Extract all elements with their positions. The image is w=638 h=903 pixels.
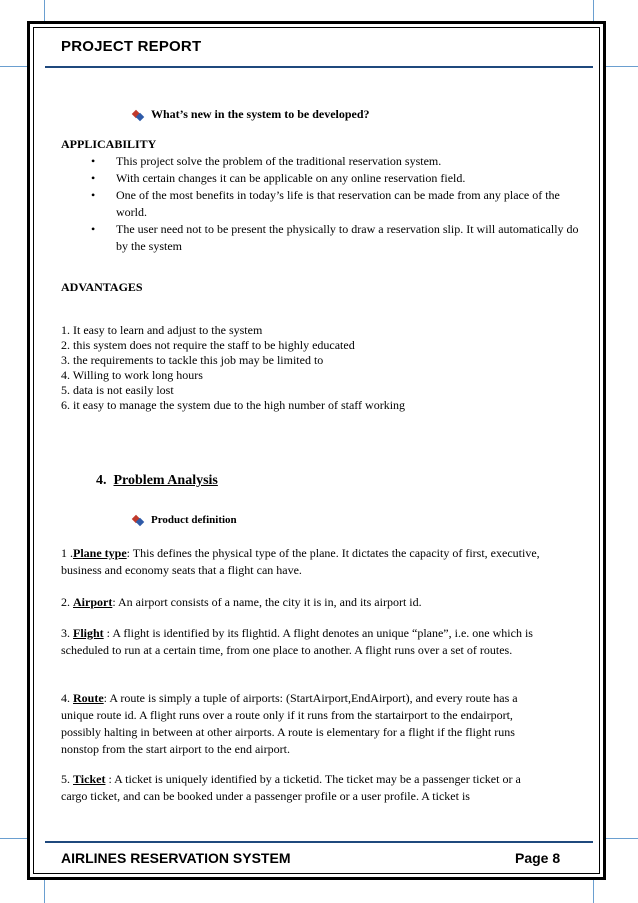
definition-prefix: 4. bbox=[61, 691, 73, 705]
list-item: • The user need not to be present the physically to draw a reservation slip. It will automatically do by the system bbox=[80, 221, 580, 255]
definition-text: : This defines the physical type of the plane. It dictates the capacity of first, executive, business and economy seats that a flight can have. bbox=[61, 546, 540, 577]
definition-term: Route bbox=[73, 691, 104, 705]
definition-paragraph bbox=[61, 625, 541, 659]
edge-line-right-bottom bbox=[606, 838, 638, 839]
arrow-bullet-icon bbox=[133, 111, 143, 120]
product-definition-line bbox=[133, 514, 237, 526]
edge-line-bottom-right bbox=[593, 880, 594, 903]
definition-paragraph bbox=[61, 690, 541, 758]
list-item: • This project solve the problem of the traditional reservation system. bbox=[80, 153, 580, 170]
edge-line-left-bottom bbox=[0, 838, 27, 839]
whats-new-line bbox=[133, 107, 370, 122]
whats-new-text: What’s new in the system to be developed? bbox=[151, 107, 370, 121]
section-title: Problem Analysis bbox=[113, 473, 218, 488]
arrow-bullet-icon bbox=[133, 516, 143, 525]
edge-line-top-right bbox=[593, 0, 594, 21]
list-item: 3. the requirements to tackle this job may be limited to bbox=[61, 353, 324, 367]
advantages-heading: ADVANTAGES bbox=[61, 280, 143, 294]
definition-text: : A flight is identified by its flightid. A flight denotes an unique “plane”, i.e. one which is scheduled to run at a certain time, from one place to another. A flight runs over a set of routes. bbox=[61, 626, 533, 657]
section-number: 4. bbox=[96, 473, 107, 488]
definition-prefix: 1 . bbox=[61, 546, 73, 560]
header-rule bbox=[45, 66, 593, 68]
list-item: 6. it easy to manage the system due to the high number of staff working bbox=[61, 398, 406, 412]
list-item: 1. It easy to learn and adjust to the system bbox=[61, 323, 263, 337]
edge-line-left-top bbox=[0, 66, 27, 67]
list-item: • With certain changes it can be applicable on any online reservation field. bbox=[80, 170, 580, 187]
definition-prefix: 3. bbox=[61, 626, 73, 640]
advantages-list bbox=[61, 323, 405, 413]
list-item: 5. data is not easily lost bbox=[61, 383, 174, 397]
definition-prefix: 2. bbox=[61, 595, 73, 609]
list-item: 4. Willing to work long hours bbox=[61, 368, 203, 382]
header-title: PROJECT REPORT bbox=[61, 38, 202, 55]
definition-term: Airport bbox=[73, 595, 113, 609]
definition-term: Flight bbox=[73, 626, 104, 640]
applicability-heading: APPLICABILITY bbox=[61, 137, 157, 151]
footer-rule bbox=[45, 841, 593, 843]
list-item: • One of the most benefits in today’s life is that reservation can be made from any place of the world. bbox=[80, 187, 580, 221]
edge-line-top-left bbox=[44, 0, 45, 21]
definition-text: : A route is simply a tuple of airports: (StartAirport,EndAirport), and every route has a unique route id. A flight runs over a route only if it runs from the startairport to the endairport, possibly halting in between at other airports. A route is elementary for a flight if the flight runs nonstop from the start airport to the end airport. bbox=[61, 691, 518, 756]
definition-paragraph bbox=[61, 771, 541, 805]
section-heading bbox=[96, 473, 218, 489]
definition-text: : An airport consists of a name, the city it is in, and its airport id. bbox=[112, 595, 422, 609]
definition-term: Plane type bbox=[73, 546, 127, 560]
applicability-list bbox=[80, 153, 580, 255]
edge-line-right-top bbox=[606, 66, 638, 67]
definition-text: : A ticket is uniquely identified by a ticketid. The ticket may be a passenger ticket or a cargo ticket, and can be booked under a passenger profile or a user profile. A ticket is bbox=[61, 772, 521, 803]
definition-paragraph bbox=[61, 545, 541, 579]
edge-line-bottom-left bbox=[44, 880, 45, 903]
footer-title: AIRLINES RESERVATION SYSTEM bbox=[61, 850, 291, 866]
definition-paragraph bbox=[61, 594, 541, 611]
definition-term: Ticket bbox=[73, 772, 106, 786]
definition-prefix: 5. bbox=[61, 772, 73, 786]
list-item: 2. this system does not require the staff to be highly educated bbox=[61, 338, 355, 352]
page-number: Page 8 bbox=[515, 850, 561, 866]
product-definition-text: Product definition bbox=[151, 514, 237, 526]
